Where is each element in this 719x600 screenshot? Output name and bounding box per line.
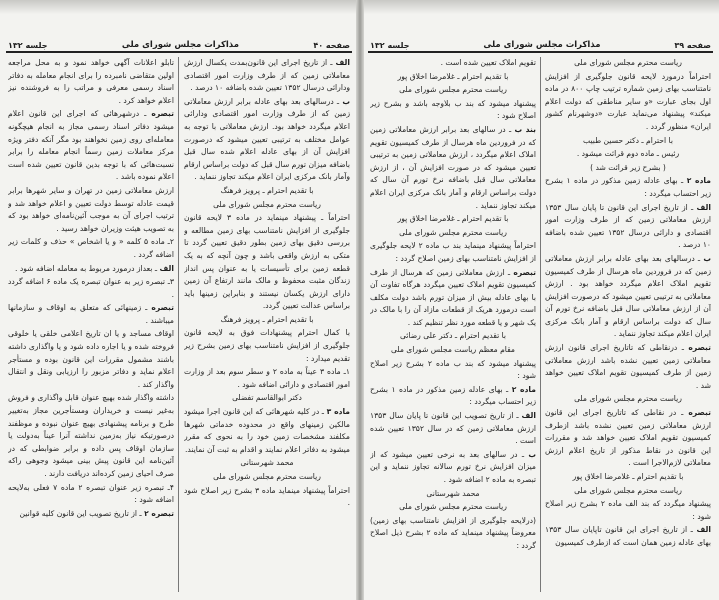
clause-label: ماده ۲ <box>511 384 536 394</box>
paragraph-text: ـ زمینهائی که متعلق به اوقاف و سازمانها میباشند . <box>8 303 174 325</box>
paragraph <box>184 57 350 95</box>
paragraph-text: ارزش معاملاتی زمین در تهران و سایر شهرها برابر قیمت عادله توسط دولت تعیین و اعلام خواهد شد و ترتیب اجرای آن به موجب آئین‌نامه‌ای خواهد بود که به تصویب هیئت وزیران خواهد رسید . <box>8 185 174 233</box>
paragraph-text: پیشنهاد میگردد که بند الف ماده ۲ بشرح زیر اصلاح شود : <box>545 499 711 521</box>
paragraph-text: ریاست محترم مجلس شورای ملی <box>574 58 682 67</box>
paragraph-text: داشته واگذار شده بهیچ عنوان قابل واگذاری و فروش به‌غیر نیست و خریداران ومستأجرین مجاز به‌تغییر طرح و برنامه پیشنهادی بهیچ عنوان نبوده و موظفند درصورتیکه نیاز به‌زمین نداشته آنرا عیناً به‌دولت یا سازمان اوقاف پس داده و برابر ضوابطی که در آئین‌نامه این قانون پیش بینی میشود وجوهی راکه صرف احیای زمین کرده‌اند دریافت دارند . <box>8 393 174 478</box>
paragraph <box>184 471 350 484</box>
paragraph-text: ـ در کلیه شهرهائی که این قانون اجرا میشود مالکین زمینهای واقع در محدوده خدماتی شهرها مکلفند مشخصات زمین خود را به نحوی که مقرر میشود به دفاتر اعلام نمایند و اقدام به ثبت آن نمایند. <box>184 407 350 454</box>
paragraph-text: (درلایحه جلوگیری از افزایش نامتناسب بهای زمین) معروضاً پیشنهاد مینماید که ماده ۲ بشرح ذیل اصلاح گردد : <box>370 515 536 550</box>
column-divider <box>178 57 179 592</box>
paragraph <box>545 524 711 549</box>
paragraph <box>545 71 711 134</box>
paragraph <box>545 498 711 523</box>
paragraph-text: ـ در سالهای بعد به نرخی تعیین میشود که از میزان افزایش نرخ تورم سالانه تجاوز ننماید و این تبصره به ماده ۲ اضافه شود . <box>370 449 536 484</box>
paragraph-text: احتراماً ـ پیشنهاد مینماید در ماده ۳ لایحه قانون جلوگیری از افزایش نامتناسب بهای زمین مطالعه و بررسی دقیق بهای زمین بطور دقیق تعیین گردد تا متکی به ارزش واقعی باشد و چون آنچه که به یک قطعه زمین برای تأسیسات یا به عنوان پس انداز زندگان مثبت محفوظ و مالک مانند ارتفاع آن زمین دارای ارزش یکسان نیستند و بنابراین زمینها باید براساس عدالت تعیین گردد. <box>184 213 350 311</box>
paragraph <box>370 358 536 383</box>
paragraph <box>370 124 536 212</box>
paragraph <box>8 185 174 235</box>
paragraph-text: با تقدیم احترام ـ غلامرضا اخلاق پور <box>397 214 509 224</box>
page-number: صفحه ۳۹ <box>674 41 711 50</box>
paragraph-text: احتراماً درمورد لایحه قانون جلوگیری از افزایش نامتناسب بهای زمین شماره ترتیب چاپ ۸۰۰ در ماده اول بجای عبارت «و سایر مناطقی که دولت اعلام میکند» پیشنهاد می‌نماید عبارت «دوشهرنام کشور ایران» منظور گردد . <box>545 71 711 131</box>
clause-label: تبصره <box>513 267 536 277</box>
paragraph-text: ـ درشهرهائی که اجرای این قانون اعلام میشود دفاتر اسناد رسمی مجاز به انجام هیچگونه معامله‌ای روی زمین نخواهند بود مگر آنکه دفتر ویژه مرکز معاملات زمین رسماً انجام معامله را برابر نسبت‌هائی که با توجه بدین قانون تعیین شده است اعلام نموده باشد . <box>8 109 174 182</box>
paragraph <box>370 515 536 553</box>
clause-label: تبصره <box>688 408 711 418</box>
paragraph-text: تابلو اعلانات آگهی خواهد نمود و به محل مراجعه اولین متقاضی نامبرده را برای انجام معامله به دفاتر اسناد رسمی معرفی و مراتب را به فروشنده نیز اعلام خواهد کرد . <box>8 58 174 105</box>
paragraph-text: محمد شهرستانی <box>426 488 480 498</box>
paragraph <box>545 57 711 70</box>
paragraph <box>545 393 711 406</box>
paragraph <box>370 240 536 265</box>
running-title: مذاکرات مجلس شورای ملی <box>121 40 239 50</box>
header-rule <box>368 51 713 53</box>
paragraph <box>184 457 350 470</box>
paragraph <box>184 314 350 327</box>
paragraph <box>370 330 536 343</box>
paragraph-text: مقام معظم ریاست مجلس شورای ملی <box>390 345 515 355</box>
text-column <box>8 57 174 595</box>
paragraph <box>545 135 711 148</box>
clause-label: تبصره <box>151 109 174 119</box>
paragraph <box>184 199 350 212</box>
paragraph-text: ـ در نقاطی که تاتاریخ اجرای این قانون ارزش معاملاتی زمین تعیین نشده باشد ازطرف کمیسیون تقویم املاک تعیین خواهد شد و مقررات این قانون در نقاط مذکور از تاریخ اعلام ارزش معاملاتی لازم‌الاجرا است . <box>545 408 711 468</box>
paragraph <box>370 488 536 501</box>
page-number: صفحه ۴۰ <box>313 41 350 50</box>
paragraph <box>370 98 536 123</box>
clause-label: ماده ۲ <box>686 176 711 186</box>
paragraph-text: ـ درسالهای بعد بهای عادله برابر ارزش معاملاتی زمین که در فروردین ماه هرسال از طرف کمیسیون تقویم املاک اعلام میگردد خواهد بود . ارزش معاملاتی به ترتیبی تعیین میشود که درصورت افزایش آن از ارزش معاملاتی سال قبل باضافه نرخ تورم آن سال که دولت براساس ارقام و آمار بانک مرکزی ایران اعلام میکند تجاوز ننماید . <box>545 253 711 339</box>
clause-label: الف <box>159 263 174 273</box>
paragraph <box>370 344 536 357</box>
paragraph-text: با تقدیم احترام ـ پرویز فرهنگ <box>220 314 314 324</box>
paragraph-text: احتراماً پیشنهاد مینماید ماده ۳ بشرح زیر اصلاح شود . <box>184 485 350 508</box>
paragraph <box>545 253 711 341</box>
paragraph-text: ـ در سالهای بعد برابر ارزش معاملاتی زمین که در فروردین ماه هرسال از طرف کمیسیون تقویم املاک اعلام میگردد ، ارزش معاملاتی زمین به ترتیبی تعیین میشود که در صورت افزایش آن ، از ارزش معاملاتی سال قبل باضافه نرخ تورم آن سال که دولت براساس ارقام و آمار بانک مرکزی ایران اعلام میکند تجاوز ننماید . <box>370 124 536 210</box>
paragraph-text: ـ ارزش معاملاتی زمین که هرسال از طرف کمیسیون تقویم املاک تعیین میگردد هرگاه تفاوت آن با بهای عادله بیش از میزان تورم باشد دولت مکلف است درمورد هریک از قطعات مازاد آن را با مالک در یک شهر و یا قطعه مورد نظر تنظیم کند . <box>370 267 536 327</box>
clause-label: تبصره <box>688 343 711 353</box>
text-column <box>545 57 711 595</box>
paragraph <box>184 185 350 198</box>
clause-label: ب <box>342 96 350 106</box>
header-rule <box>6 51 352 53</box>
paragraph-text: ـ درسالهای بعد بهای عادله برابر ارزش معاملاتی زمین که از طرف وزارت امور اقتصادی ودارائی اعلام میگردد خواهد بود. ارزش معاملاتی با توجه به عوامل مختلف به ترتیبی تعیین میشود که درصورت افزایش آن از بهای عادله اعلام شده سال قبل باضافه میزان تورم سال قبل که دولت براساس ارقام وآمار بانک مرکزی ایران اعلام میکند تجاوز ننماید . <box>184 96 350 182</box>
paragraph <box>545 202 711 252</box>
paragraph-text: دکتر ابوالقاسم تفضلی <box>232 393 302 403</box>
paragraph-text: ( بشرح زیر قرائت شد ) <box>590 162 666 172</box>
page-header <box>370 36 711 50</box>
paragraph-text: ریاست محترم مجلس شورای ملی <box>574 485 682 495</box>
session-number: جلسه ۱۳۲ <box>370 41 410 50</box>
paragraph <box>545 175 711 200</box>
paragraph <box>370 410 536 448</box>
paragraph <box>370 449 536 487</box>
paragraph <box>370 213 536 226</box>
paragraph <box>545 342 711 392</box>
text-column <box>370 57 536 595</box>
paragraph-text: ـ از تاریخ تصویب این قانون کلیه قوانین <box>19 508 142 518</box>
clause-label: تبصره <box>151 303 174 313</box>
text-column <box>184 57 350 595</box>
paragraph-text: ـ بهای عادله زمین مذکور در ماده ۱ بشرح زیر احتساب میگردد : <box>545 176 711 198</box>
paragraph-text: ـ از تاریخ تصویب این قانون تا پایان سال ۱۳۵۳ ارزش معاملاتی زمین که در سال ۱۳۵۲ تعیین شده است . <box>370 411 536 446</box>
page-left <box>0 0 358 600</box>
paragraph <box>8 276 174 301</box>
clause-label: الف <box>696 202 711 212</box>
paragraph <box>184 485 350 510</box>
paragraph <box>545 485 711 498</box>
paragraph-text: ریاست محترم مجلس شورای ملی <box>399 85 507 95</box>
column-divider <box>540 57 541 592</box>
paragraph <box>370 57 536 70</box>
paragraph <box>370 501 536 514</box>
paragraph-text: ریاست محترم مجلس شورای ملی <box>213 199 321 209</box>
paragraph <box>8 328 174 391</box>
paragraph-text: ریاست محترم مجلس شورای ملی <box>213 472 321 481</box>
paragraph <box>8 57 174 107</box>
clause-label: ب <box>528 449 536 459</box>
paragraph <box>545 471 711 484</box>
running-title: مذاکرات مجلس شورای ملی <box>483 40 601 50</box>
paragraph-text: ۱ـ ماده ۳ عیناً به ماده ۲ و سطر سوم بعد از وزارت امور اقتصادی و دارائی اضافه شود . <box>184 367 350 389</box>
paragraph-text: ریاست محترم مجلس شورای ملی <box>574 394 682 404</box>
paragraph <box>8 263 174 276</box>
paragraph <box>545 162 711 175</box>
paragraph-text: پیشنهاد میشود که بند ب ماده ۲ بشرح زیر اصلاح شود : <box>370 358 536 381</box>
page-right <box>362 0 719 600</box>
paragraph <box>184 96 350 184</box>
paragraph <box>370 84 536 97</box>
clause-label: الف <box>696 525 711 535</box>
paragraph-text: با تقدیم احترام ـ دکتر علی رضائی <box>399 331 507 341</box>
paragraph-text: با تقدیم احترام ـ پرویز فرهنگ <box>220 185 314 195</box>
paragraph-text: ریاست محترم مجلس شورای ملی <box>399 502 507 512</box>
paragraph <box>184 212 350 313</box>
paragraph <box>370 227 536 240</box>
paragraph-text: ـ درنقاطی که تاتاریخ اجرای قانون ارزش معاملاتی زمین تعیین نشده باشد ارزش معاملاتی زمین از طرف کمیسیون تقویم املاک تعیین خواهد شد . <box>545 343 711 390</box>
paragraph-text: با تقدیم احترام ـ غلامرضا اخلاق پور <box>572 472 684 481</box>
book-gutter <box>356 0 364 600</box>
clause-label: ماده ۳ <box>326 407 350 417</box>
paragraph <box>8 302 174 327</box>
paragraph-text: محمد شهرستانی <box>240 458 294 468</box>
paragraph <box>8 392 174 480</box>
clause-label: تبصره ۲ <box>144 508 174 518</box>
paragraph-text: ریاست محترم مجلس شورای ملی <box>399 227 507 237</box>
clause-label: بند ب <box>514 124 536 134</box>
paragraph <box>370 384 536 409</box>
paragraph-text: تقویم املاک تعیین شده است . <box>440 58 536 67</box>
paragraph-text: ۲ـ ماده ۵ کلمه « و یا اشخاص » حذف و کلمات زیر اضافه گردد . <box>8 237 174 259</box>
paragraph-text: پیشنهاد میشود که بند ب بلاوجه باشد و بشرح زیر اصلاح شود : <box>370 98 536 121</box>
paragraph-text: ـ بهای عادله زمین مذکور در ماده ۱ بشرح زیر احتساب میگردد : <box>370 384 536 407</box>
paragraph-text: با کمال احترام پیشنهادات فوق به لایحه قانون جلوگیری از افزایش نامتناسب بهای زمین بشرح زیر تقدیم میدارد : <box>184 328 350 363</box>
paragraph-text: ـ بعداز درمورد مربوط به معامله اضافه شود . <box>15 263 158 273</box>
clause-label: الف <box>521 411 536 421</box>
paragraph <box>184 366 350 391</box>
clause-label: ب <box>703 253 711 263</box>
paragraph-text: با احترام ـ دکتر حسین طبیب <box>583 135 673 145</box>
paragraph <box>8 508 174 521</box>
paragraph-text: ـ از تاریخ اجرای این قانون تاپایان سال ۱۳۵۳ بهای عادله زمین همان است که ازطرف کمیسیون <box>545 525 711 547</box>
paragraph-text: رئیس ـ ماده دوم قرائت میشود . <box>576 149 680 159</box>
session-number: جلسه ۱۳۲ <box>8 41 48 50</box>
paragraph-text: ۳ـ تبصره زیر به عنوان تبصره یک ماده ۶ اضافه گردد . <box>8 277 174 299</box>
paragraph-text: با تقدیم احترام ـ غلامرضا اخلاق پور <box>397 71 509 81</box>
paragraph <box>545 407 711 470</box>
page-header <box>8 36 350 50</box>
paragraph <box>545 148 711 161</box>
paragraph <box>8 108 174 184</box>
paragraph-text: اوقاف مساجد و یا ان تاریخ اعلامی خلقی یا خلوقی فروخته شده و یا اجاره داده شود و یا واگذاری داشته باشند مشمول مقررات این قانون بوده و مستأجر اعلام نماید و دفاتر مزبور را ارزیابی ونقل و انتقال واگذار کند . <box>8 329 174 389</box>
paragraph <box>370 71 536 84</box>
paragraph <box>8 236 174 261</box>
paragraph-text: ۴ـ تبصره زیر عنوان تبصره ۲ ماده ۷ فعلی به‌لایحه اضافه شود : <box>8 482 174 505</box>
clause-label: الف <box>335 58 350 67</box>
paragraph-text: احتراماً پیشنهاد مینماید بند ب ماده ۲ لایحه جلوگیری از افزایش نامتناسب بهای زمین اصلاح گردد : <box>370 241 536 263</box>
paragraph <box>184 406 350 456</box>
paragraph <box>184 327 350 365</box>
paragraph-text: ـ از تاریخ اجرای این قانون‌بمدت یکسال ارزش معاملاتی زمین که از طرف وزارت امور اقتصادی ودارائی درسال ۱۳۵۲ تعیین شده باضافه ۱۰ درصد . <box>184 58 350 93</box>
paragraph <box>184 392 350 405</box>
paragraph-text: ـ از تاریخ اجرای این قانون تا پایان سال ۱۳۵۳ ارزش معاملاتی زمین که از طرف وزارت امور اقتصادی و دارائی درسال ۱۳۵۲ تعیین شده باضافه ۱۰ درصد . <box>545 202 711 250</box>
paragraph <box>370 267 536 330</box>
paragraph <box>8 482 174 507</box>
